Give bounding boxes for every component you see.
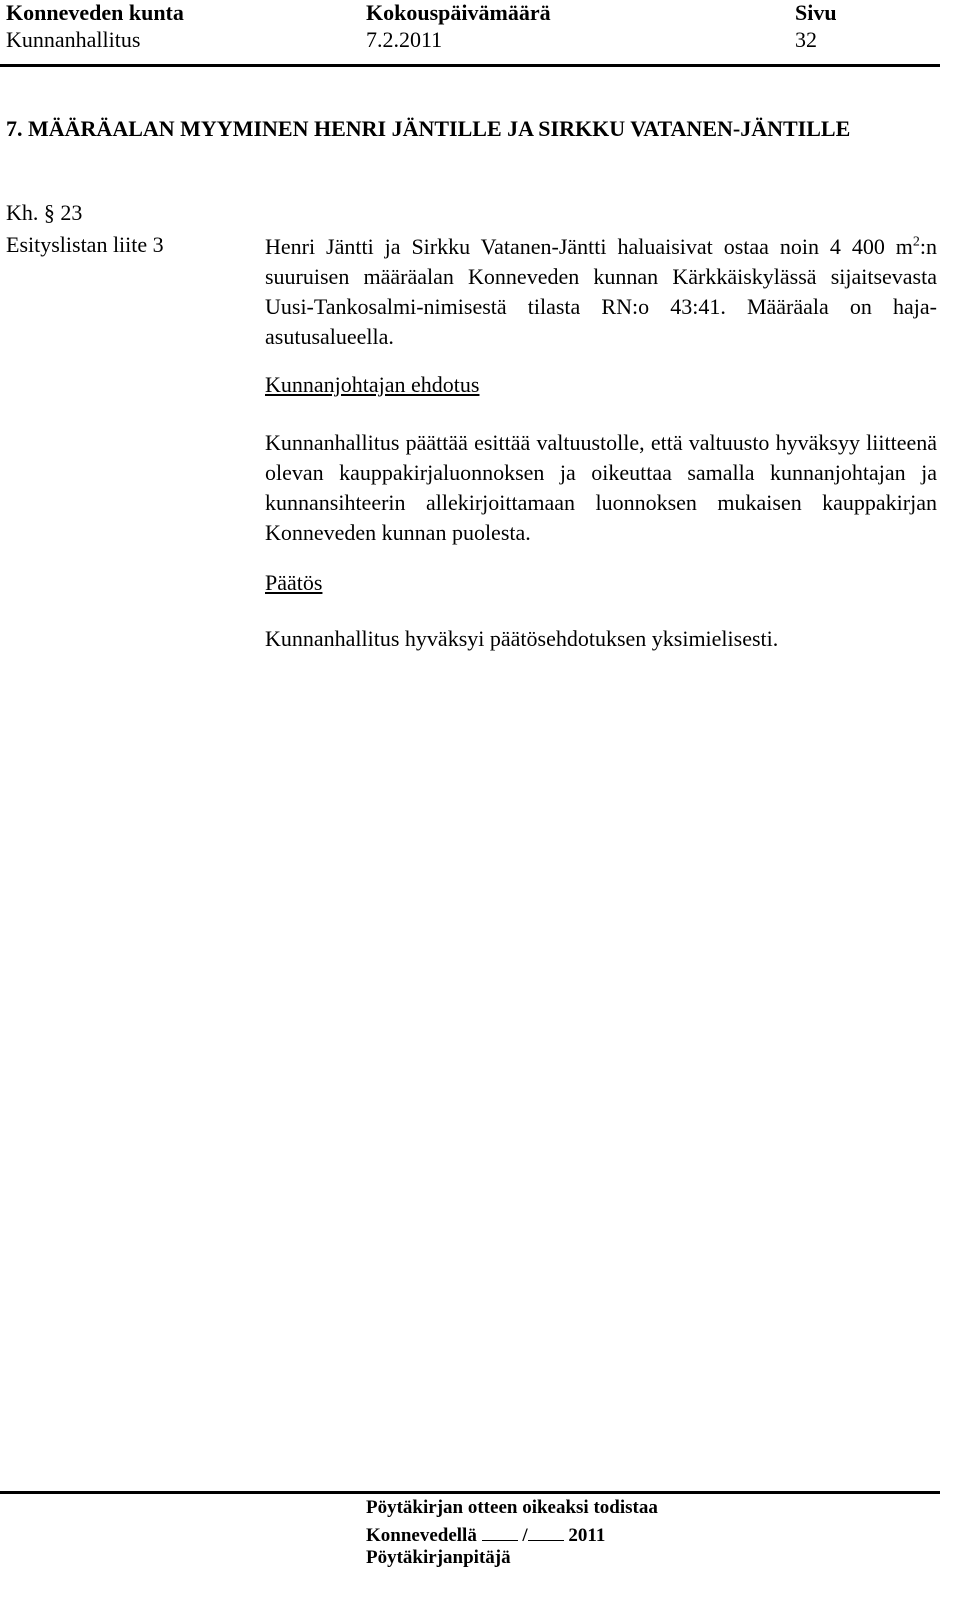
certification-place: Konnevedellä	[366, 1525, 477, 1546]
certification-year: 2011	[568, 1525, 606, 1546]
proposal-heading: Kunnanjohtajan ehdotus	[265, 372, 480, 397]
secretary-label: Pöytäkirjanpitäjä	[366, 1547, 511, 1568]
proposal-paragraph: Kunnanhallitus päättää esittää valtuustolle, että valtuusto hyväksyy liitteenä olevan kauppakirjaluonnoksen ja oikeuttaa samalla kunnanjohtajan ja kunnansihteerin allekirjoittamaan luonnoksen mukaisen kauppakirjan Konneveden kunnan puolesta.	[265, 430, 937, 545]
intro-paragraph: Henri Jäntti ja Sirkku Vatanen-Jäntti haluaisivat ostaa noin 4 400 $m^2:n$ suuruisen määräalan Konneveden kunnan Kärkkäiskylässä sijaitsevasta Uusi-Tankosalmi-nimisestä tilasta RN:o 43:41. Määräala on haja-asutusalueella.	[265, 234, 937, 349]
certification-line: Pöytäkirjan otteen oikeaksi todistaa	[366, 1497, 658, 1518]
header-rule	[0, 64, 940, 67]
board-name: Kunnanhallitus	[6, 27, 141, 52]
day-blank	[482, 1522, 518, 1541]
municipality-name: Konneveden kunta	[6, 0, 184, 25]
page-number: 32	[795, 27, 817, 52]
month-blank	[528, 1522, 564, 1541]
page-label: Sivu	[795, 0, 837, 25]
footer-rule	[0, 1491, 940, 1494]
section-reference: Kh. § 23	[6, 200, 83, 225]
decision-text: Kunnanhallitus hyväksyi päätösehdotuksen yksimielisesti.	[265, 626, 779, 651]
certification-place-date	[366, 1522, 605, 1547]
date-separator: /	[522, 1525, 528, 1546]
meeting-date-label: Kokouspäivämäärä	[366, 0, 551, 25]
attachment-label: Esityslistan liite 3	[6, 232, 164, 257]
meeting-date: 7.2.2011	[366, 27, 443, 52]
decision-heading: Päätös	[265, 570, 323, 595]
section-title: 7. MÄÄRÄALAN MYYMINEN HENRI JÄNTILLE JA SIRKKU VATANEN-JÄNTILLE	[6, 116, 851, 141]
